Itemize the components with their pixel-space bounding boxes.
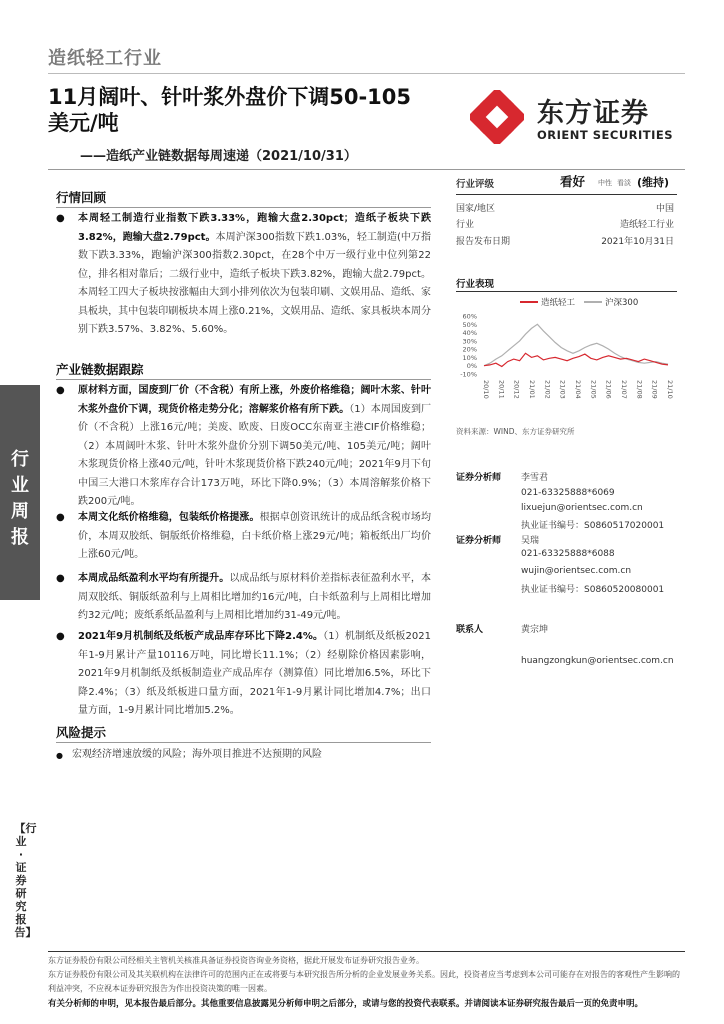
footer-rule [48,951,685,952]
rating-keep: (维持) [637,176,670,189]
title-divider [48,169,685,170]
section-chain-heading: 产业链数据跟踪 [56,362,144,377]
chain-item-body: （1）本周国废到厂价（不含税）上涨16元/吨；美废、欧废、日废OCC东南亚主港CIF价格维稳；（2）本周阔叶木浆、针叶木浆外盘价分别下调50美元/吨、105美元/吨；阔叶木浆现货价格上涨40元/吨，针叶木浆现货价格下跌240元/吨；2021年9月下旬中国三大港口木浆库存合计173万吨，环比下降0.9%；（3）本周溶解浆价格下跌200元/吨。 [78,403,431,507]
x-tick-label: 21/01 [528,380,536,399]
x-tick-label: 21/06 [604,380,613,399]
y-tick-label: 0% [466,362,477,371]
chain-item-lead: 原材料方面，国废到厂价（不含税）有所上涨，外废价格维稳；阔叶木浆、针叶木浆外盘价下调，现货价格走势分化；溶解浆价格有所下跌。 [78,385,431,415]
performance-chart [456,294,677,422]
x-tick-label: 21/04 [574,380,582,399]
y-tick-label: 60% [462,312,477,321]
analyst-cert: 执业证书编号：S0860517020001 [521,521,665,531]
risk-item: 宏观经济增速放缓的风险；海外项目推进不达预期的风险 [72,749,322,760]
performance-rule [456,291,677,292]
y-axis [460,313,477,379]
chain-item-body: （1）机制纸及纸板2021年1-9月累计产量10116万吨，同比增长11.1%；（2）经剔除价格因素影响，2021年9月机制纸及纸板制造业产成品库存（测算值）同比增加6.5%，环比下降2.4%；（3）纸及纸板进口量方面，2021年1-9月累计同比增加4.7%；出口量方面，1-9月累计同比增加5.2%。 [78,631,432,716]
y-tick-label: 10% [462,353,477,362]
analyst-name: 李雪君 [521,473,549,483]
analyst-email[interactable]: lixuejun@orientsec.com.cn [521,503,643,513]
side-tab-text: 行业周报 [11,449,29,548]
analyst-role: 证券分析师 [456,536,502,546]
bullet-icon: ● [56,385,65,396]
series-line-sector [484,353,668,366]
section-review-heading: 行情回顾 [56,190,107,205]
x-tick-label: 21/10 [666,380,674,399]
chain-item-lead: 本周文化纸价格维稳，包装纸价格提涨。 [78,512,260,523]
analyst-cert: 执业证书编号：S0860520080001 [521,585,665,595]
x-tick-label: 21/03 [558,380,567,399]
info-key: 国家/地区 [456,204,496,214]
y-tick-label: 40% [462,329,477,338]
bullet-icon: ● [56,512,65,523]
chain-item-lead: 本周成品纸盈利水平均有所提升。 [78,573,230,584]
rating-selected: 看好 [560,174,586,189]
footer-disclosure-3: 有关分析师的申明，见本报告最后部分。其他重要信息披露见分析师申明之后部分，或请与您的投资代表联系。并请阅读本证券研究报告最后一页的免责申明。 [48,999,644,1009]
plot-lines [484,324,668,366]
contact-role: 联系人 [456,625,484,635]
section-chain-rule [56,379,431,380]
logo-name-cn: 东方证券 [537,98,649,129]
analyst-email[interactable]: wujin@orientsec.com.cn [521,566,632,576]
x-tick-label: 21/05 [589,380,598,399]
x-tick-label: 20/12 [512,380,521,399]
y-tick-label: 30% [462,337,477,346]
bullet-icon: ● [56,751,63,760]
info-value: 中国 [655,204,674,214]
chain-item-margin [78,570,431,626]
x-tick-label: 21/09 [650,380,659,399]
info-value: 2021年10月31日 [601,237,674,247]
analyst-name: 吴瑞 [521,536,540,546]
chain-item-materials [78,382,431,512]
footer-disclosure-2: 东方证券股份有限公司及其关联机构在法律许可的范围内正在或将要与本研究报告所分析的企业发展业务关系。因此，投资者应当考虑到本公司可能存在对报告的客观性产生影响的利益冲突，不应视本证券研究报告为作出投资决策的唯一因素。 [48,970,680,993]
review-lead: 本周轻工制造行业指数下跌3.33%，跑输大盘2.30pct；造纸子板块下跌3.82%，跑输大盘2.79pct。 [78,213,431,243]
x-tick-label: 20/11 [497,380,506,399]
chart-source: 资料来源：WIND、东方证券研究所 [456,427,575,436]
y-tick-label: 20% [462,345,477,354]
contact-name: 黄宗坤 [521,625,549,635]
report-title: 11月阔叶、针叶浆外盘价下调50-105美元/吨 [48,85,411,135]
rating-negative: 看淡 [617,179,631,187]
info-value: 造纸轻工行业 [619,220,674,230]
info-key: 行业 [456,220,475,230]
chain-item-body: 以成品纸与原材料价差指标表征盈利水平，本周双胶纸、铜版纸盈利与上周相比增加约16元/吨，白卡纸盈利与上周相比增加约32元/吨；废纸系纸品盈利与上周相比增加约31-49元/吨。 [78,573,432,621]
orient-logo-icon [470,90,524,144]
side-vertical-label [12,822,37,939]
legend-label-a: 造纸轻工 [541,298,576,308]
rating-neutral: 中性 [598,179,612,187]
y-tick-label: -10% [460,370,477,379]
report-subtitle: ——造纸产业链数据每周速递（2021/10/31） [80,149,357,164]
sector-label: 造纸轻工行业 [48,48,162,69]
section-review-rule [56,207,431,208]
x-tick-label: 21/08 [635,380,644,399]
footer-disclosure-1: 东方证券股份有限公司经相关主管机关核准具备证券投资咨询业务资格，据此开展发布证券研究报告业务。 [48,956,424,965]
chain-item-paper-price [78,509,431,565]
y-tick-label: 50% [462,320,477,329]
chain-item-lead: 2021年9月机制纸及纸板产成品库存环比下降2.4%。 [78,631,324,642]
side-vertical-text: 【行业·证券研究报告】 [14,822,37,939]
review-paragraph [78,210,431,340]
side-tab [0,385,40,600]
review-body: 本周沪深300指数下跌1.03%，轻工制造(中万指数下跌3.33%，跑输沪深300指数2.30pct，在28个中万一级行业中位列第22位，排名相对靠后；二级行业中，造纸子板块下跌3.82%，跑输大盘2.79pct。本周轻工四大子板块按涨幅由大到小排列依次为包装印刷、文娱用品、造纸、家具板块，其中包装印刷板块本周上涨0.21%，文娱用品、造纸、家具板块本周分别下跌3.57%、3.82%、5.60%。 [78,231,431,335]
bullet-icon: ● [56,573,65,584]
section-risk-heading: 风险提示 [56,725,107,740]
bullet-icon: ● [56,631,65,642]
x-tick-label: 21/07 [620,380,628,399]
header-divider [48,73,685,74]
logo-name-en: ORIENT SECURITIES [537,128,674,142]
section-risk-rule [56,742,431,743]
info-key: 报告发布日期 [456,237,511,247]
contact-email[interactable]: huangzongkun@orientsec.com.cn [521,656,674,666]
chain-item-body: 根据卓创资讯统计的成品纸含税市场均价，本周双胶纸、铜版纸价格维稳，白卡纸价格上涨29元/吨；箱板纸出厂均价上涨60元/吨。 [78,512,432,560]
x-tick-label: 21/02 [543,380,552,399]
bullet-icon: ● [56,213,65,224]
analyst-phone: 021-63325888*6069 [521,488,615,498]
chain-item-inventory [78,628,431,721]
legend-label-b: 沪深300 [605,298,639,308]
performance-heading: 行业表现 [456,279,495,290]
rating-label: 行业评级 [456,179,495,190]
analyst-role: 证券分析师 [456,473,502,483]
rating-rule [456,194,677,195]
side-tab-label [0,385,40,551]
analyst-phone: 021-63325888*6088 [521,549,615,559]
x-axis [482,380,674,399]
x-tick-label: 20/10 [482,380,490,399]
